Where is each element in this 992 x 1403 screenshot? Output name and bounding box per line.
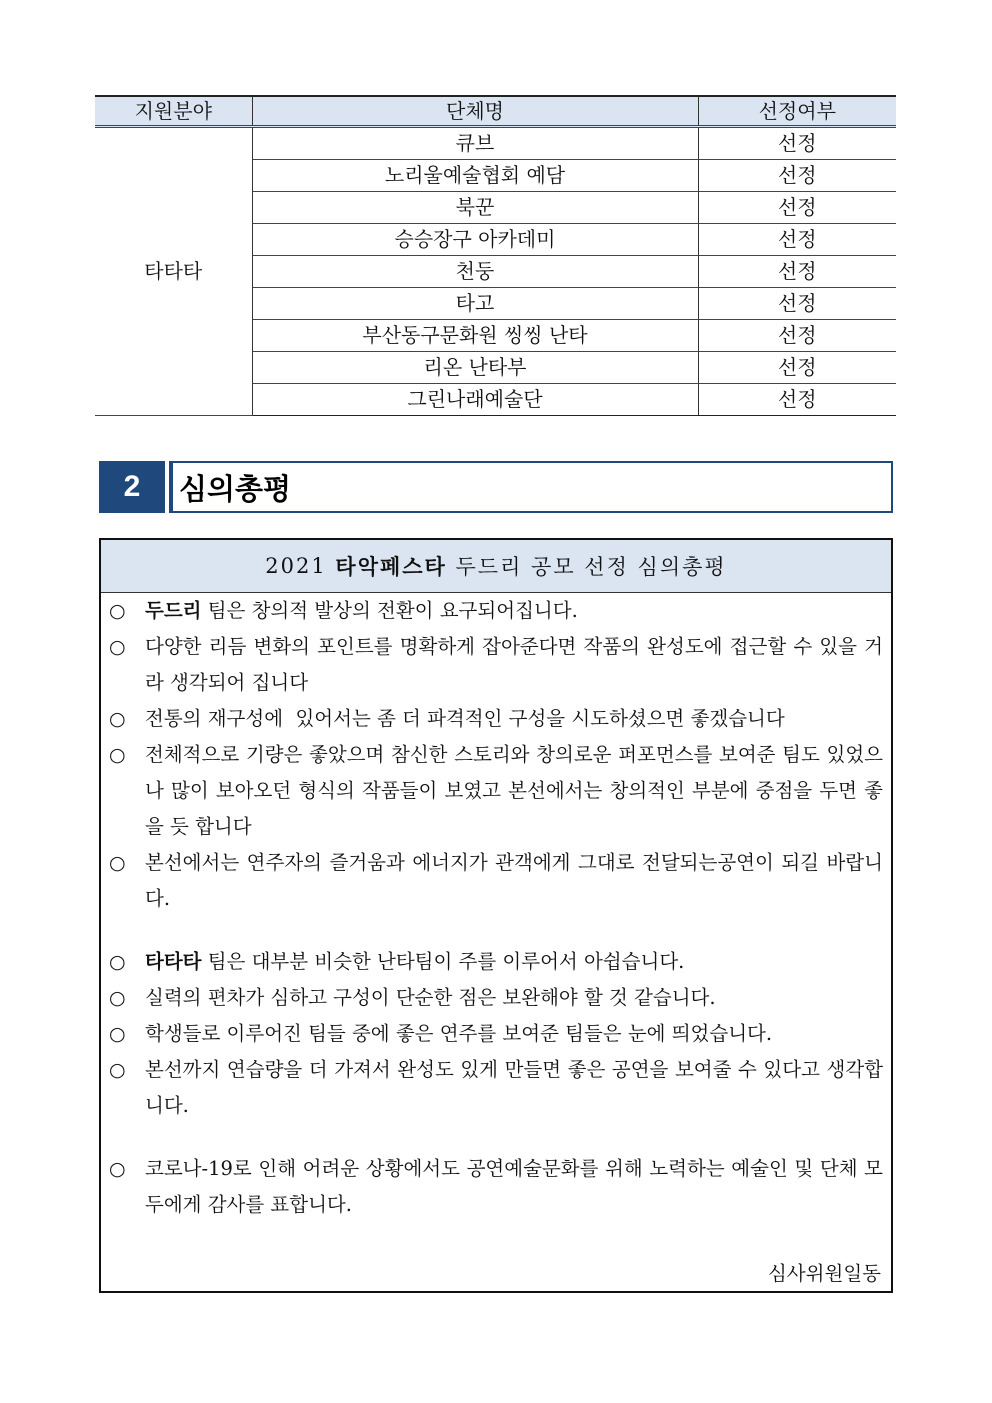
team-cell: 승승장구 아카데미 [252, 224, 698, 256]
status-cell: 선정 [698, 192, 896, 224]
review-item [109, 1016, 883, 1052]
review-item [109, 944, 883, 980]
team-cell: 타고 [252, 288, 698, 320]
bullet-icon: ○ [109, 951, 126, 973]
status-cell: 선정 [698, 256, 896, 288]
team-cell: 그린나래예술단 [252, 384, 698, 416]
review-item [109, 1052, 883, 1124]
review-item [109, 737, 883, 845]
bullet-icon: ○ [109, 987, 126, 1009]
review-title-bold: 타악페스타 [335, 554, 447, 579]
bullet-icon: ○ [109, 1059, 126, 1081]
review-text: 다양한 리듬 변화의 포인트를 명확하게 잡아준다면 작품의 완성도에 접근할 수 있을 거라 생각되어 집니다 [145, 635, 883, 694]
review-item-text [145, 593, 883, 629]
section-number: 2 [99, 461, 165, 513]
team-cell: 노리울예술협회 예담 [252, 160, 698, 192]
bullet-icon: ○ [109, 744, 126, 766]
review-text: 코로나-19로 인해 어려운 상황에서도 공연예술문화를 위해 노력하는 예술인 및 단체 모두에게 감사를 표합니다. [145, 1157, 883, 1216]
review-body [101, 593, 891, 1223]
review-box [99, 538, 893, 1293]
review-item [109, 845, 883, 917]
review-item-text [145, 944, 883, 980]
bullet-icon: ○ [109, 1158, 126, 1180]
status-cell: 선정 [698, 288, 896, 320]
section-title-box [169, 461, 893, 513]
status-cell: 선정 [698, 160, 896, 192]
review-item [109, 701, 883, 737]
field-cell: 타타타 [95, 127, 252, 416]
team-cell: 부산동구문화원 씽씽 난타 [252, 320, 698, 352]
header-selection: 선정여부 [698, 96, 896, 127]
team-cell: 북꾼 [252, 192, 698, 224]
table-header-row [95, 96, 896, 127]
status-cell: 선정 [698, 352, 896, 384]
bullet-icon: ○ [109, 852, 126, 874]
bullet-icon: ○ [109, 600, 126, 622]
header-field: 지원분야 [95, 96, 252, 127]
review-title-prefix: 2021 [265, 554, 336, 578]
review-text: 전통의 재구성에 있어서는 좀 더 파격적인 구성을 시도하셨으면 좋겠습니다 [145, 707, 785, 730]
review-title [101, 540, 891, 593]
status-cell: 선정 [698, 320, 896, 352]
status-cell: 선정 [698, 224, 896, 256]
review-item [109, 980, 883, 1016]
bullet-icon: ○ [109, 636, 126, 658]
review-item [109, 1151, 883, 1223]
review-text: 학생들로 이루어진 팀들 중에 좋은 연주를 보여준 팀들은 눈에 띄었습니다. [145, 1022, 773, 1045]
header-team: 단체명 [252, 96, 698, 127]
review-item [109, 593, 883, 629]
team-name: 두드리 [145, 599, 202, 622]
review-text: 팀은 창의적 발상의 전환이 요구되어집니다. [201, 599, 578, 622]
review-text: 전체적으로 기량은 좋았으며 참신한 스토리와 창의로운 퍼포먼스를 보여준 팀도 있었으나 많이 보아오던 형식의 작품들이 보였고 본선에서는 창의적인 부분에 중점을 두면 좋을 듯 합니다 [145, 743, 883, 838]
section-title: 심의총평 [179, 471, 292, 506]
review-text: 실력의 편차가 심하고 구성이 단순한 점은 보완해야 할 것 같습니다. [145, 986, 716, 1009]
review-title-rest: 두드리 공모 선정 심의총평 [446, 555, 727, 579]
table-row [95, 127, 896, 160]
team-cell: 천둥 [252, 256, 698, 288]
team-name: 타타타 [145, 950, 202, 973]
team-cell: 리온 난타부 [252, 352, 698, 384]
status-cell: 선정 [698, 384, 896, 416]
bullet-icon: ○ [109, 708, 126, 730]
review-text: 팀은 대부분 비슷한 난타팀이 주를 이루어서 아쉽습니다. [201, 950, 685, 973]
review-item [109, 629, 883, 701]
team-cell: 큐브 [252, 127, 698, 160]
selection-table [95, 95, 896, 416]
section-header [99, 461, 893, 513]
review-text: 본선에서는 연주자의 즐거움과 에너지가 관객에게 그대로 전달되는공연이 되길 바랍니다. [145, 851, 883, 910]
status-cell: 선정 [698, 127, 896, 160]
review-text: 본선까지 연습량을 더 가져서 완성도 있게 만들면 좋은 공연을 보여줄 수 있다고 생각합니다. [145, 1058, 883, 1117]
signature: 심사위원일동 [767, 1262, 881, 1285]
bullet-icon: ○ [109, 1023, 126, 1045]
